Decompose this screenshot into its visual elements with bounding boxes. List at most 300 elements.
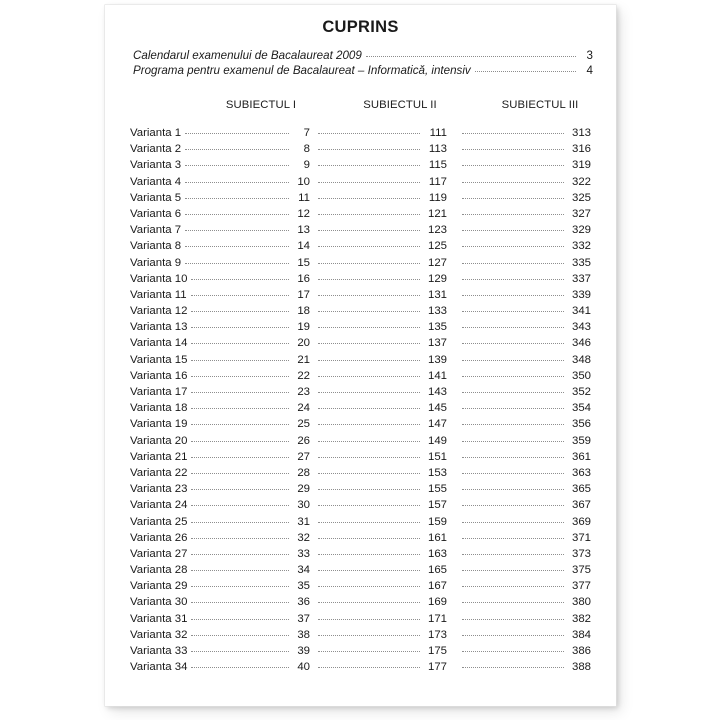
dot-leader	[318, 619, 420, 620]
page-number: 352	[571, 386, 591, 398]
toc-entry-subiectul-2[interactable]	[314, 222, 447, 238]
page-number: 17	[297, 288, 310, 301]
variant-label: Varianta 19	[130, 418, 188, 431]
toc-entry-subiectul-1[interactable]	[130, 255, 310, 271]
page-number: 15	[297, 256, 310, 269]
page-number: 32	[297, 531, 310, 544]
dot-leader	[191, 554, 289, 555]
toc-entry-subiectul-2[interactable]	[314, 416, 447, 432]
toc-entry-subiectul-1[interactable]	[130, 271, 310, 287]
page-number: 145	[427, 402, 447, 415]
page-number: 384	[571, 628, 591, 641]
toc-entry-subiectul-1[interactable]	[130, 449, 310, 465]
dot-leader	[462, 586, 564, 587]
toc-entry-subiectul-1[interactable]	[130, 416, 310, 432]
table-row	[105, 271, 616, 287]
front-matter-label: Calendarul examenului de Bacalaureat 2009	[133, 49, 362, 62]
page-number: 9	[303, 159, 310, 172]
toc-entry-subiectul-3[interactable]	[458, 238, 591, 254]
page-number: 171	[427, 612, 447, 625]
dot-leader	[462, 311, 564, 312]
front-matter-page-number: 4	[586, 64, 593, 77]
dot-leader	[318, 279, 420, 280]
table-row	[105, 465, 616, 481]
toc-entry-subiectul-1[interactable]	[130, 368, 310, 384]
table-row	[105, 514, 616, 530]
dot-leader	[462, 408, 564, 409]
page-number: 29	[297, 483, 310, 496]
document-page	[105, 5, 616, 706]
dot-leader	[318, 570, 420, 571]
dot-leader	[462, 279, 564, 280]
page-number: 367	[571, 499, 591, 512]
table-row	[105, 594, 616, 610]
variant-label: Varianta 9	[130, 256, 182, 269]
toc-entry-subiectul-1[interactable]	[130, 206, 310, 222]
variant-label: Varianta 1	[130, 127, 182, 139]
page-number: 380	[571, 596, 591, 609]
dot-leader	[191, 360, 289, 361]
dot-leader	[366, 56, 576, 57]
variant-label: Varianta 17	[130, 386, 188, 398]
table-row	[105, 578, 616, 594]
page-number: 127	[427, 256, 447, 269]
dot-leader	[318, 667, 420, 668]
dot-leader	[462, 570, 564, 571]
dot-leader	[318, 441, 420, 442]
variant-label: Varianta 10	[130, 272, 188, 285]
dot-leader	[462, 376, 564, 377]
page-number: 361	[571, 450, 591, 463]
page-number: 40	[297, 661, 310, 674]
toc-entry-subiectul-3[interactable]	[458, 416, 591, 432]
toc-entry-subiectul-1[interactable]	[130, 400, 310, 416]
page-number: 343	[571, 321, 591, 334]
dot-leader	[475, 71, 576, 72]
toc-entry-subiectul-3[interactable]	[458, 190, 591, 206]
table-of-contents-rows	[105, 125, 616, 675]
toc-entry-subiectul-2[interactable]	[314, 352, 447, 368]
dot-leader	[318, 263, 420, 264]
toc-entry-subiectul-1[interactable]	[130, 174, 310, 190]
page-number: 31	[297, 515, 310, 528]
page-number: 371	[571, 531, 591, 544]
dot-leader	[462, 133, 564, 134]
toc-entry-subiectul-1[interactable]	[130, 643, 310, 659]
toc-entry-subiectul-1[interactable]	[130, 514, 310, 530]
toc-entry-subiectul-1[interactable]	[130, 222, 310, 238]
page-number: 38	[297, 628, 310, 641]
dot-leader	[318, 489, 420, 490]
dot-leader	[462, 327, 564, 328]
dot-leader	[191, 457, 289, 458]
toc-entry-subiectul-3[interactable]	[458, 449, 591, 465]
variant-label: Varianta 8	[130, 240, 182, 253]
dot-leader	[191, 619, 289, 620]
dot-leader	[318, 522, 420, 523]
front-matter-page-number: 3	[586, 49, 593, 62]
dot-leader	[318, 392, 420, 393]
page-number: 147	[427, 418, 447, 431]
toc-entry-subiectul-3[interactable]	[458, 384, 591, 400]
table-row	[105, 319, 616, 335]
page-number: 322	[571, 175, 591, 188]
toc-entry-subiectul-1[interactable]	[130, 287, 310, 303]
toc-entry-subiectul-1[interactable]	[130, 546, 310, 562]
page-number: 356	[571, 418, 591, 431]
toc-entry-subiectul-2[interactable]	[314, 368, 447, 384]
page-number: 329	[571, 224, 591, 237]
toc-entry-subiectul-2[interactable]	[314, 303, 447, 319]
page-number: 155	[427, 483, 447, 496]
page-number: 18	[297, 305, 310, 318]
toc-entry-subiectul-3[interactable]	[458, 141, 591, 157]
table-row	[105, 546, 616, 562]
page-number: 137	[427, 337, 447, 350]
table-row	[105, 190, 616, 206]
column-header-row	[105, 99, 616, 113]
toc-entry-subiectul-2[interactable]	[314, 174, 447, 190]
toc-entry-subiectul-3[interactable]	[458, 352, 591, 368]
page-number: 359	[571, 434, 591, 447]
table-row	[105, 174, 616, 190]
table-row	[105, 141, 616, 157]
page-number: 382	[571, 612, 591, 625]
variant-label: Varianta 23	[130, 483, 188, 496]
page-number: 157	[427, 499, 447, 512]
toc-entry-subiectul-3[interactable]	[458, 206, 591, 222]
toc-entry-subiectul-1[interactable]	[130, 594, 310, 610]
table-row	[105, 352, 616, 368]
front-matter-entry[interactable]	[133, 48, 593, 63]
dot-leader	[318, 554, 420, 555]
toc-entry-subiectul-2[interactable]	[314, 659, 447, 675]
toc-entry-subiectul-3[interactable]	[458, 433, 591, 449]
toc-entry-subiectul-2[interactable]	[314, 643, 447, 659]
dot-leader	[462, 554, 564, 555]
variant-label: Varianta 30	[130, 596, 188, 609]
toc-entry-subiectul-2[interactable]	[314, 206, 447, 222]
dot-leader	[191, 586, 289, 587]
page-number: 34	[297, 564, 310, 577]
page-number: 129	[427, 272, 447, 285]
page-number: 22	[297, 369, 310, 382]
dot-leader	[191, 424, 289, 425]
toc-entry-subiectul-3[interactable]	[458, 157, 591, 173]
page-title: CUPRINS	[322, 18, 399, 36]
toc-entry-subiectul-3[interactable]	[458, 368, 591, 384]
page-number: 373	[571, 547, 591, 560]
page-number: 25	[297, 418, 310, 431]
variant-label: Varianta 3	[130, 159, 182, 172]
toc-entry-subiectul-1[interactable]	[130, 141, 310, 157]
toc-entry-subiectul-2[interactable]	[314, 141, 447, 157]
dot-leader	[191, 279, 289, 280]
dot-leader	[318, 473, 420, 474]
table-row	[105, 255, 616, 271]
dot-leader	[462, 457, 564, 458]
dot-leader	[462, 343, 564, 344]
toc-entry-subiectul-1[interactable]	[130, 335, 310, 351]
toc-entry-subiectul-2[interactable]	[314, 578, 447, 594]
dot-leader	[185, 214, 289, 215]
dot-leader	[318, 343, 420, 344]
toc-entry-subiectul-1[interactable]	[130, 125, 310, 141]
toc-entry-subiectul-1[interactable]	[130, 190, 310, 206]
toc-entry-subiectul-1[interactable]	[130, 238, 310, 254]
variant-label: Varianta 24	[130, 499, 188, 512]
toc-entry-subiectul-3[interactable]	[458, 514, 591, 530]
page-number: 169	[427, 596, 447, 609]
variant-label: Varianta 22	[130, 466, 188, 479]
toc-entry-subiectul-1[interactable]	[130, 611, 310, 627]
variant-label: Varianta 7	[130, 224, 182, 237]
table-row	[105, 659, 616, 675]
page-number: 159	[427, 515, 447, 528]
toc-entry-subiectul-1[interactable]	[130, 481, 310, 497]
toc-entry-subiectul-3[interactable]	[458, 400, 591, 416]
toc-entry-subiectul-3[interactable]	[458, 578, 591, 594]
toc-entry-subiectul-2[interactable]	[314, 238, 447, 254]
variant-label: Varianta 34	[130, 661, 188, 674]
toc-entry-subiectul-3[interactable]	[458, 465, 591, 481]
page-number: 33	[297, 547, 310, 560]
dot-leader	[191, 651, 289, 652]
toc-entry-subiectul-3[interactable]	[458, 530, 591, 546]
toc-entry-subiectul-1[interactable]	[130, 530, 310, 546]
dot-leader	[191, 343, 289, 344]
page-number: 149	[427, 434, 447, 447]
dot-leader	[462, 149, 564, 150]
toc-entry-subiectul-2[interactable]	[314, 400, 447, 416]
dot-leader	[462, 441, 564, 442]
dot-leader	[318, 376, 420, 377]
toc-entry-subiectul-1[interactable]	[130, 497, 310, 513]
dot-leader	[318, 538, 420, 539]
toc-entry-subiectul-3[interactable]	[458, 222, 591, 238]
page-number: 119	[428, 191, 447, 204]
toc-entry-subiectul-2[interactable]	[314, 433, 447, 449]
toc-entry-subiectul-1[interactable]	[130, 433, 310, 449]
page-number: 327	[571, 207, 591, 220]
page-number: 365	[571, 483, 591, 496]
table-row	[105, 497, 616, 513]
toc-entry-subiectul-2[interactable]	[314, 465, 447, 481]
page-number: 153	[427, 466, 447, 479]
variant-label: Varianta 12	[130, 305, 188, 318]
toc-entry-subiectul-2[interactable]	[314, 384, 447, 400]
toc-entry-subiectul-3[interactable]	[458, 174, 591, 190]
dot-leader	[191, 327, 289, 328]
toc-entry-subiectul-2[interactable]	[314, 611, 447, 627]
page-number: 165	[427, 564, 447, 577]
toc-entry-subiectul-1[interactable]	[130, 465, 310, 481]
page-number: 10	[297, 175, 310, 188]
toc-entry-subiectul-2[interactable]	[314, 255, 447, 271]
toc-entry-subiectul-1[interactable]	[130, 578, 310, 594]
toc-entry-subiectul-1[interactable]	[130, 303, 310, 319]
page-number: 123	[427, 224, 447, 237]
toc-entry-subiectul-3[interactable]	[458, 125, 591, 141]
variant-label: Varianta 6	[130, 207, 182, 220]
toc-entry-subiectul-1[interactable]	[130, 157, 310, 173]
front-matter-label: Programa pentru examenul de Bacalaureat – Informatică, intensiv	[133, 64, 471, 77]
table-row	[105, 562, 616, 578]
page-number: 11	[298, 191, 310, 204]
toc-entry-subiectul-2[interactable]	[314, 271, 447, 287]
toc-entry-subiectul-2[interactable]	[314, 319, 447, 335]
table-row	[105, 433, 616, 449]
page-number: 175	[427, 645, 447, 657]
page-number: 115	[428, 159, 447, 172]
toc-entry-subiectul-3[interactable]	[458, 287, 591, 303]
toc-entry-subiectul-3[interactable]	[458, 303, 591, 319]
toc-entry-subiectul-2[interactable]	[314, 287, 447, 303]
dot-leader	[318, 246, 420, 247]
toc-entry-subiectul-3[interactable]	[458, 546, 591, 562]
page-number: 133	[427, 305, 447, 318]
table-row	[105, 643, 616, 659]
toc-entry-subiectul-2[interactable]	[314, 190, 447, 206]
toc-entry-subiectul-3[interactable]	[458, 497, 591, 513]
toc-entry-subiectul-1[interactable]	[130, 562, 310, 578]
toc-entry-subiectul-2[interactable]	[314, 335, 447, 351]
dot-leader	[191, 376, 289, 377]
page-number: 37	[297, 612, 310, 625]
page-number: 337	[571, 272, 591, 285]
toc-entry-subiectul-2[interactable]	[314, 546, 447, 562]
page-number: 36	[297, 596, 310, 609]
page-number: 163	[427, 547, 447, 560]
toc-entry-subiectul-3[interactable]	[458, 611, 591, 627]
page-number: 111	[429, 127, 447, 139]
toc-entry-subiectul-3[interactable]	[458, 562, 591, 578]
toc-entry-subiectul-3[interactable]	[458, 643, 591, 659]
dot-leader	[318, 230, 420, 231]
toc-entry-subiectul-3[interactable]	[458, 271, 591, 287]
page-number: 121	[427, 207, 447, 220]
dot-leader	[318, 360, 420, 361]
table-row	[105, 384, 616, 400]
dot-leader	[462, 522, 564, 523]
toc-entry-subiectul-3[interactable]	[458, 594, 591, 610]
page-number: 354	[571, 402, 591, 415]
page-number: 161	[427, 531, 447, 544]
page-number: 341	[571, 305, 591, 318]
toc-entry-subiectul-3[interactable]	[458, 481, 591, 497]
toc-entry-subiectul-2[interactable]	[314, 449, 447, 465]
front-matter-entry[interactable]	[133, 63, 593, 78]
toc-entry-subiectul-3[interactable]	[458, 627, 591, 643]
dot-leader	[191, 522, 289, 523]
dot-leader	[318, 457, 420, 458]
page-number: 332	[571, 240, 591, 253]
page-number: 125	[427, 240, 447, 253]
dot-leader	[318, 505, 420, 506]
page-number: 151	[427, 450, 447, 463]
dot-leader	[318, 408, 420, 409]
toc-entry-subiectul-2[interactable]	[314, 594, 447, 610]
toc-entry-subiectul-2[interactable]	[314, 481, 447, 497]
table-row	[105, 287, 616, 303]
variant-label: Varianta 5	[130, 191, 182, 204]
toc-entry-subiectul-1[interactable]	[130, 384, 310, 400]
page-number: 16	[297, 272, 310, 285]
toc-entry-subiectul-2[interactable]	[314, 497, 447, 513]
page-number: 177	[427, 661, 447, 674]
variant-label: Varianta 26	[130, 531, 188, 544]
page-number: 316	[571, 143, 591, 156]
dot-leader	[462, 230, 564, 231]
toc-entry-subiectul-3[interactable]	[458, 335, 591, 351]
toc-entry-subiectul-1[interactable]	[130, 627, 310, 643]
variant-label: Varianta 21	[130, 450, 188, 463]
dot-leader	[462, 651, 564, 652]
dot-leader	[462, 505, 564, 506]
dot-leader	[462, 263, 564, 264]
toc-entry-subiectul-2[interactable]	[314, 157, 447, 173]
toc-entry-subiectul-1[interactable]	[130, 659, 310, 675]
dot-leader	[185, 230, 289, 231]
variant-label: Varianta 28	[130, 564, 188, 577]
page-number: 173	[427, 628, 447, 641]
dot-leader	[191, 538, 289, 539]
page-number: 7	[303, 127, 310, 139]
table-row	[105, 157, 616, 173]
page-number: 388	[571, 661, 591, 674]
dot-leader	[318, 149, 420, 150]
dot-leader	[185, 198, 289, 199]
dot-leader	[462, 392, 564, 393]
dot-leader	[462, 602, 564, 603]
toc-entry-subiectul-3[interactable]	[458, 319, 591, 335]
variant-label: Varianta 11	[130, 288, 187, 301]
page-number: 12	[297, 207, 310, 220]
dot-leader	[462, 295, 564, 296]
dot-leader	[191, 473, 289, 474]
dot-leader	[318, 182, 420, 183]
table-row	[105, 481, 616, 497]
toc-entry-subiectul-3[interactable]	[458, 255, 591, 271]
page-number: 13	[297, 224, 310, 237]
toc-entry-subiectul-1[interactable]	[130, 319, 310, 335]
dot-leader	[462, 473, 564, 474]
toc-entry-subiectul-2[interactable]	[314, 562, 447, 578]
toc-entry-subiectul-2[interactable]	[314, 627, 447, 643]
toc-entry-subiectul-2[interactable]	[314, 514, 447, 530]
toc-entry-subiectul-1[interactable]	[130, 352, 310, 368]
table-row	[105, 611, 616, 627]
toc-entry-subiectul-2[interactable]	[314, 125, 447, 141]
page-number: 135	[427, 321, 447, 334]
dot-leader	[185, 246, 289, 247]
page-number: 369	[571, 515, 591, 528]
page-number: 325	[571, 191, 591, 204]
column-header-subiectul-1: SUBIECTUL I	[225, 99, 297, 111]
dot-leader	[191, 635, 289, 636]
page-number: 28	[297, 466, 310, 479]
column-header-subiectul-2: SUBIECTUL II	[363, 99, 437, 111]
front-matter-list	[133, 48, 593, 78]
dot-leader	[191, 602, 289, 603]
page-number: 113	[428, 143, 447, 156]
toc-entry-subiectul-3[interactable]	[458, 659, 591, 675]
dot-leader	[462, 214, 564, 215]
toc-entry-subiectul-2[interactable]	[314, 530, 447, 546]
table-row	[105, 125, 616, 141]
dot-leader	[462, 424, 564, 425]
page-number: 39	[297, 645, 310, 657]
